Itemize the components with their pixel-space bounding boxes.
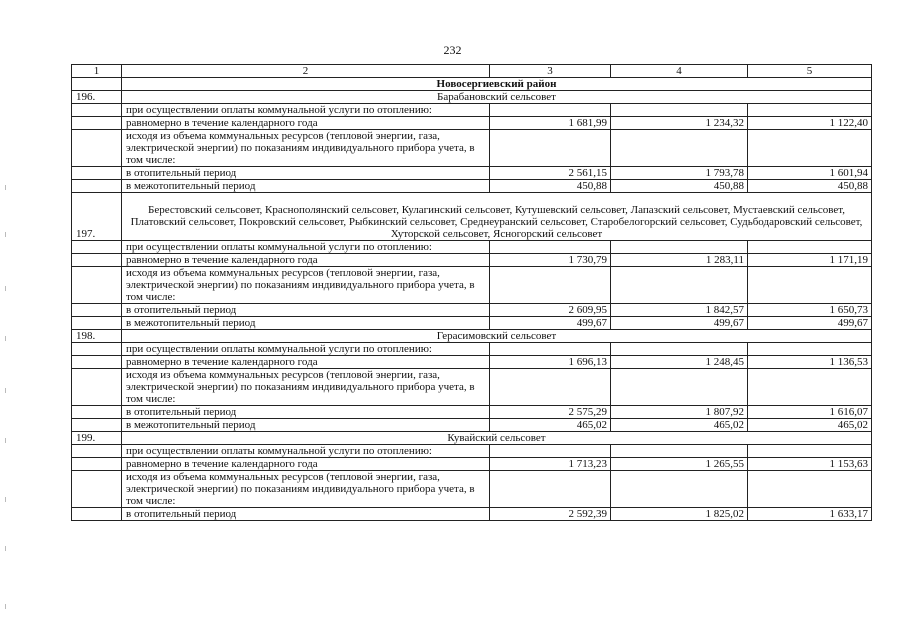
- offseason-label: в межотопительный период: [122, 180, 490, 193]
- source-text: исходя из объема коммунальных ресурсов (тепловой энергии, газа, электрической энергии) по показаниям индивидуального прибора учета, в том числе:: [122, 369, 490, 406]
- tariff-value: 1 633,17: [748, 508, 872, 521]
- tariff-value: 450,88: [748, 180, 872, 193]
- tariff-value: 1 265,55: [611, 458, 748, 471]
- source-text: исходя из объема коммунальных ресурсов (тепловой энергии, газа, электрической энергии) по показаниям индивидуального прибора учета, в том числе:: [122, 267, 490, 304]
- tariff-value: 1 793,78: [611, 167, 748, 180]
- intro-text: при осуществлении оплаты коммунальной услуги по отоплению:: [122, 445, 490, 458]
- evenly-label: равномерно в течение календарного года: [122, 254, 490, 267]
- heating-label: в отопительный период: [122, 304, 490, 317]
- tariff-value: 1 153,63: [748, 458, 872, 471]
- source-row: [72, 471, 872, 508]
- tariff-value: 1 136,53: [748, 356, 872, 369]
- tariff-table: [71, 64, 872, 521]
- tariff-value: 1 681,99: [490, 117, 611, 130]
- tariff-value: 1 171,19: [748, 254, 872, 267]
- intro-row: [72, 241, 872, 254]
- settlement-name: Кувайский сельсовет: [122, 432, 872, 445]
- tariff-value: 450,88: [490, 180, 611, 193]
- column-header-5: 5: [748, 65, 872, 78]
- heating-label: в отопительный период: [122, 167, 490, 180]
- tariff-value: 1 650,73: [748, 304, 872, 317]
- intro-row: [72, 445, 872, 458]
- row-number: 199.: [72, 432, 122, 445]
- tariff-value: 1 696,13: [490, 356, 611, 369]
- tariff-value: 1 601,94: [748, 167, 872, 180]
- intro-text: при осуществлении оплаты коммунальной услуги по отоплению:: [122, 241, 490, 254]
- evenly-row: [72, 356, 872, 369]
- heating-row: [72, 304, 872, 317]
- settlement-name: Барабановский сельсовет: [122, 91, 872, 104]
- tariff-value: 1 616,07: [748, 406, 872, 419]
- intro-text: при осуществлении оплаты коммунальной услуги по отоплению:: [122, 104, 490, 117]
- tariff-value: 1 122,40: [748, 117, 872, 130]
- tariff-value: 2 575,29: [490, 406, 611, 419]
- tariff-value: 2 609,95: [490, 304, 611, 317]
- source-row: [72, 267, 872, 304]
- tariff-value: 1 234,32: [611, 117, 748, 130]
- tariff-value: 1 248,45: [611, 356, 748, 369]
- tariff-value: 465,02: [748, 419, 872, 432]
- heating-label: в отопительный период: [122, 406, 490, 419]
- settlement-row: [72, 193, 872, 241]
- tariff-value: 465,02: [611, 419, 748, 432]
- settlement-name: Герасимовский сельсовет: [122, 330, 872, 343]
- tariff-value: 450,88: [611, 180, 748, 193]
- heating-row: [72, 406, 872, 419]
- tariff-value: 1 713,23: [490, 458, 611, 471]
- evenly-label: равномерно в течение календарного года: [122, 458, 490, 471]
- column-header-3: 3: [490, 65, 611, 78]
- tariff-value: 1 730,79: [490, 254, 611, 267]
- heating-row: [72, 508, 872, 521]
- page-number: 232: [443, 43, 462, 57]
- district-name: Новосергиевский район: [122, 78, 872, 91]
- evenly-row: [72, 458, 872, 471]
- settlement-row: [72, 432, 872, 445]
- heating-row: [72, 167, 872, 180]
- source-text: исходя из объема коммунальных ресурсов (тепловой энергии, газа, электрической энергии) по показаниям индивидуального прибора учета, в том числе:: [122, 130, 490, 167]
- settlement-row: [72, 330, 872, 343]
- tariff-value: 499,67: [611, 317, 748, 330]
- tariff-value: 499,67: [748, 317, 872, 330]
- tariff-value: 465,02: [490, 419, 611, 432]
- row-number: 198.: [72, 330, 122, 343]
- source-text: исходя из объема коммунальных ресурсов (тепловой энергии, газа, электрической энергии) по показаниям индивидуального прибора учета, в том числе:: [122, 471, 490, 508]
- scan-edge-marks: [5, 0, 7, 640]
- column-header-2: 2: [122, 65, 490, 78]
- intro-row: [72, 104, 872, 117]
- intro-text: при осуществлении оплаты коммунальной услуги по отоплению:: [122, 343, 490, 356]
- evenly-row: [72, 117, 872, 130]
- offseason-label: в межотопительный период: [122, 317, 490, 330]
- offseason-row: [72, 317, 872, 330]
- evenly-label: равномерно в течение календарного года: [122, 356, 490, 369]
- source-row: [72, 369, 872, 406]
- tariff-value: 2 592,39: [490, 508, 611, 521]
- offseason-row: [72, 419, 872, 432]
- offseason-row: [72, 180, 872, 193]
- tariff-value: 2 561,15: [490, 167, 611, 180]
- tariff-value: 499,67: [490, 317, 611, 330]
- tariff-value: 1 825,02: [611, 508, 748, 521]
- intro-row: [72, 343, 872, 356]
- evenly-label: равномерно в течение календарного года: [122, 117, 490, 130]
- row-number: 196.: [72, 91, 122, 104]
- offseason-label: в межотопительный период: [122, 419, 490, 432]
- heating-label: в отопительный период: [122, 508, 490, 521]
- source-row: [72, 130, 872, 167]
- evenly-row: [72, 254, 872, 267]
- settlement-row: [72, 91, 872, 104]
- column-header-1: 1: [72, 65, 122, 78]
- tariff-value: 1 842,57: [611, 304, 748, 317]
- column-header-4: 4: [611, 65, 748, 78]
- district-row: [72, 78, 872, 91]
- tariff-value: 1 283,11: [611, 254, 748, 267]
- column-header-row: [72, 65, 872, 78]
- settlement-name: Берестовский сельсовет, Краснополянский сельсовет, Кулагинский сельсовет, Кутушевский сельсовет, Лапазский сельсовет, Мустаевский сельсовет, Платовский сельсовет, Покровский сельсовет, Рыбкинский сельсовет, Среднеуранский сельсовет, Старобелогорский сельсовет, Судьбодаровский сельсовет, Хуторской сельсовет, Ясногорский сельсовет: [122, 193, 872, 241]
- row-number: 197.: [72, 193, 122, 241]
- tariff-value: 1 807,92: [611, 406, 748, 419]
